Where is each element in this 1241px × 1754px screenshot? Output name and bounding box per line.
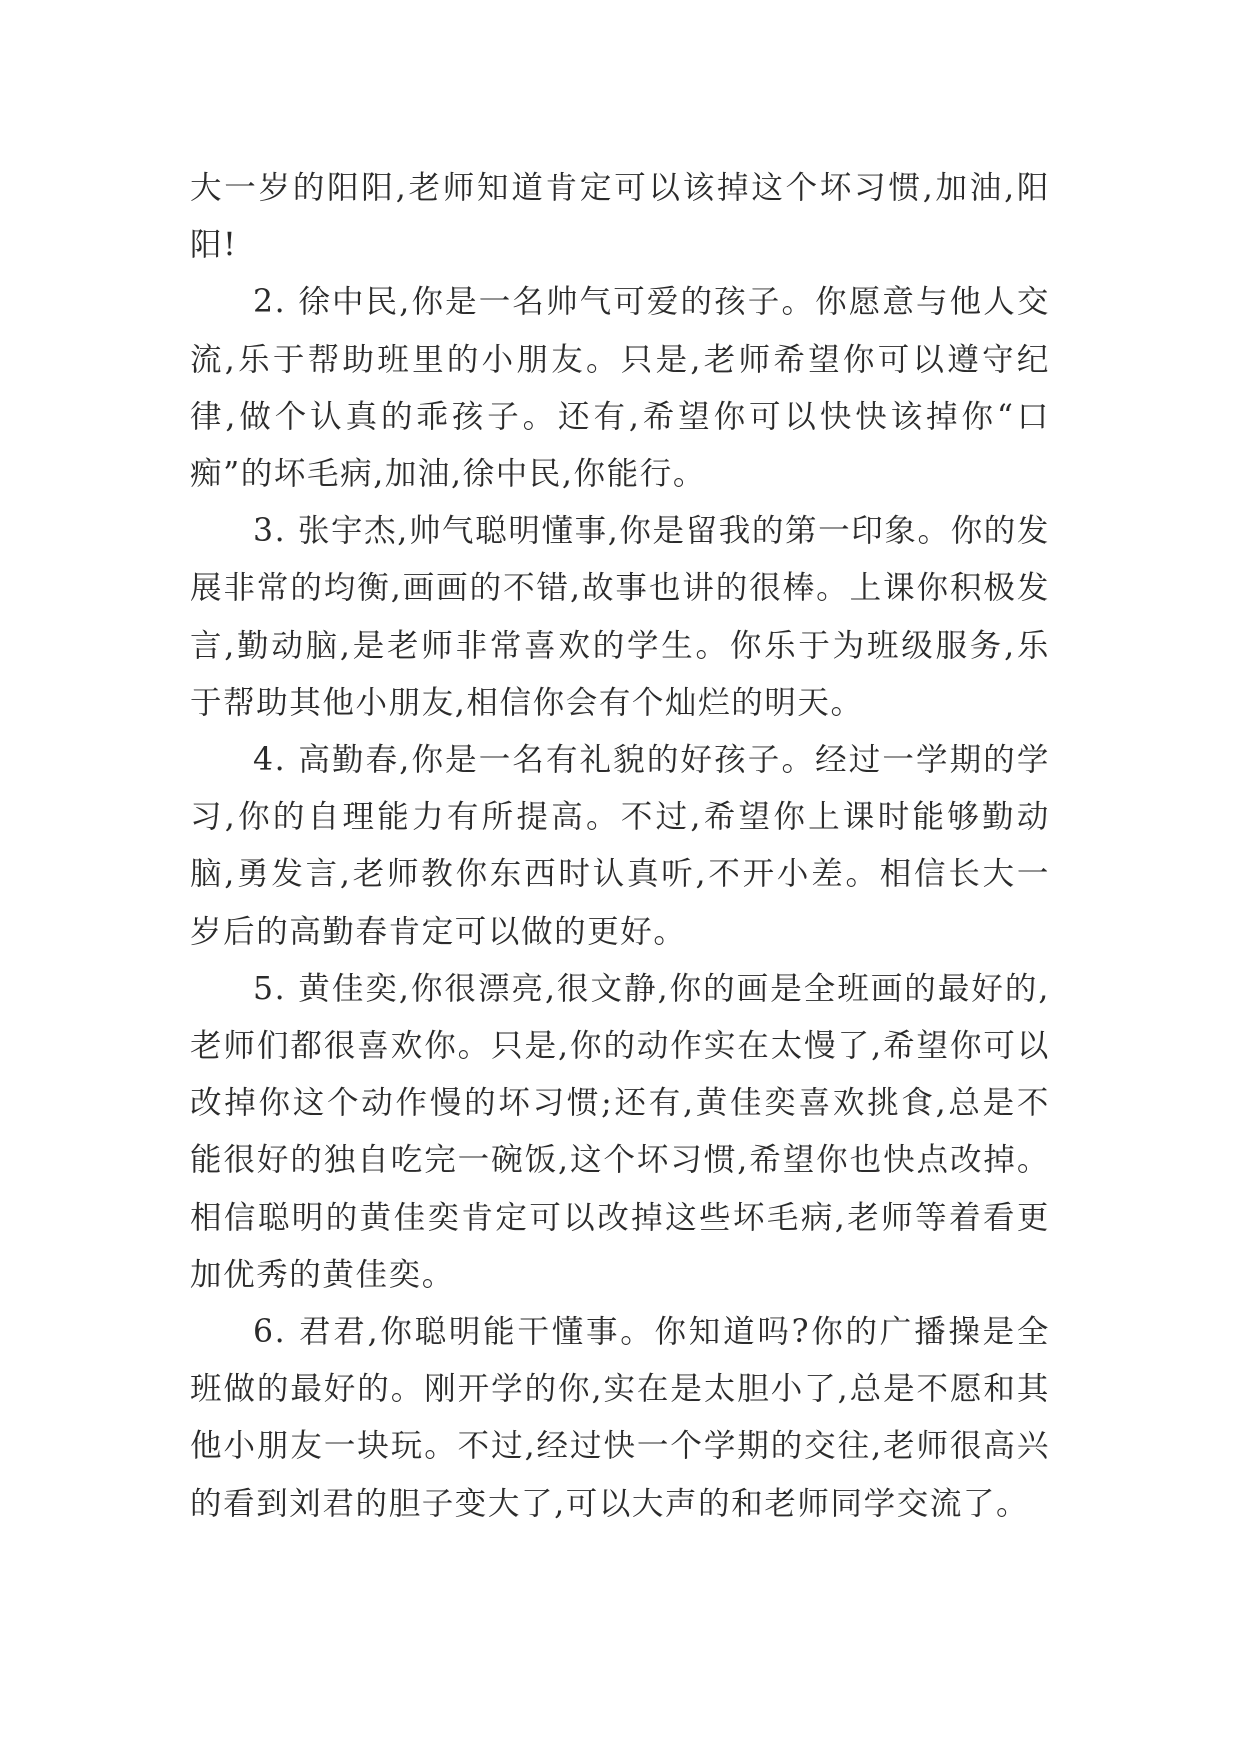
- paragraph-item-6: 6. 君君,你聪明能干懂事。你知道吗?你的广播操是全班做的最好的。刚开学的你,实在是太胆小了,总是不愿和其他小朋友一块玩。不过,经过快一个学期的交往,老师很高兴的看到刘君的胆子变大了,可以大声的和老师同学交流了。: [190, 1314, 1050, 1522]
- document-body: [190, 160, 1050, 1533]
- paragraph-item-2: 2. 徐中民,你是一名帅气可爱的孩子。你愿意与他人交流,乐于帮助班里的小朋友。只是,老师希望你可以遵守纪律,做个认真的乖孩子。还有,希望你可以快快该掉你“口痴”的坏毛病,加油,徐中民,你能行。: [190, 284, 1050, 493]
- paragraph-continuation: 大一岁的阳阳,老师知道肯定可以该掉这个坏习惯,加油,阳阳!: [190, 170, 1050, 264]
- paragraph-item-4: 4. 高勤春,你是一名有礼貌的好孩子。经过一学期的学习,你的自理能力有所提高。不过,希望你上课时能够勤动脑,勇发言,老师教你东西时认真听,不开小差。相信长大一岁后的高勤春肯定可以做的更好。: [190, 742, 1050, 950]
- paragraph-item-3: 3. 张宇杰,帅气聪明懂事,你是留我的第一印象。你的发展非常的均衡,画画的不错,故事也讲的很棒。上课你积极发言,勤动脑,是老师非常喜欢的学生。你乐于为班级服务,乐于帮助其他小朋友,相信你会有个灿烂的明天。: [190, 513, 1050, 721]
- paragraph-item-5: 5. 黄佳奕,你很漂亮,很文静,你的画是全班画的最好的,老师们都很喜欢你。只是,你的动作实在太慢了,希望你可以改掉你这个动作慢的坏习惯;还有,黄佳奕喜欢挑食,总是不能很好的独自吃完一碗饭,这个坏习惯,希望你也快点改掉。相信聪明的黄佳奕肯定可以改掉这些坏毛病,老师等着看更加优秀的黄佳奕。: [190, 970, 1050, 1293]
